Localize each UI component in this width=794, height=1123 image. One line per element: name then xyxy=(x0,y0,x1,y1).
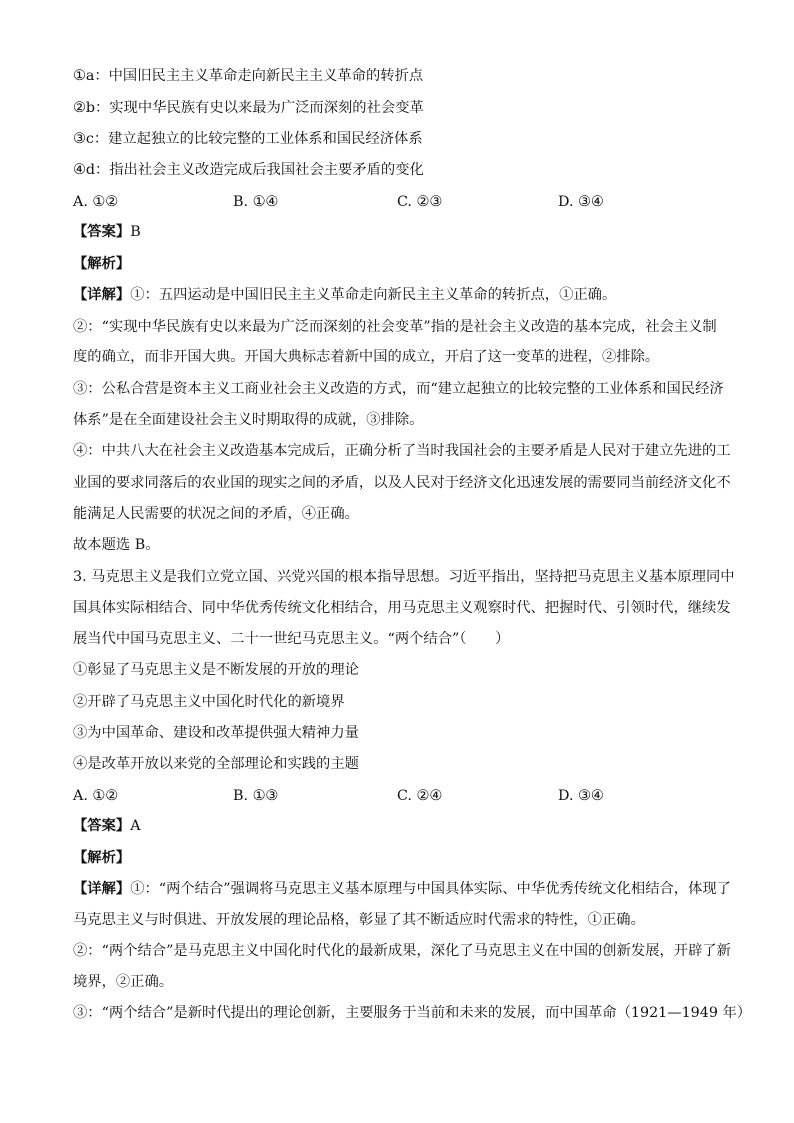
detail-tag: 【详解】 xyxy=(73,287,131,303)
detail-text: ①：“两个结合”强调将马克思主义基本原理与中国具体实际、中华优秀传统文化相结合，体现了 xyxy=(130,881,731,897)
q3-analysis-heading xyxy=(73,848,130,868)
q3-item-1: ①彰显了马克思主义是不断发展的开放的理论 xyxy=(73,662,359,678)
q2-conclusion: 故本题选 B。 xyxy=(73,537,160,553)
q2-item-2: ②b：实现中华民族有史以来最为广泛而深刻的社会变革 xyxy=(73,100,424,116)
q2-detail-line-4: ③：公私合营是资本主义工商业社会主义改造的方式，而“建立起独立的比较完整的工业体系和国民经济 xyxy=(73,381,724,397)
q3-stem-line-1: 3. 马克思主义是我们立党立国、兴党兴国的根本指导思想。习近平指出，坚持把马克思主义基本原理同中 xyxy=(73,569,735,585)
q2-option-c: C. ②③ xyxy=(397,194,443,210)
q2-answer xyxy=(73,222,141,242)
q2-option-b: B. ①④ xyxy=(233,194,279,210)
q2-item-4: ④d：指出社会主义改造完成后我国社会主要矛盾的变化 xyxy=(73,162,424,178)
q3-stem-line-3: 展当代中国马克思主义、二十一世纪马克思主义。“两个结合”（ ） xyxy=(73,631,510,647)
q2-item-3: ③c：建立起独立的比较完整的工业体系和国民经济体系 xyxy=(73,131,423,147)
q2-detail-line-1 xyxy=(73,285,616,305)
q2-detail-line-6: ④：中共八大在社会主义改造基本完成后，正确分析了当时我国社会的主要矛盾是人民对于建立先进的工 xyxy=(73,443,731,459)
q3-item-2: ②开辟了马克思主义中国化时代化的新境界 xyxy=(73,694,345,710)
q2-detail-line-5: 体系”是在全面建设社会主义时期取得的成就，③排除。 xyxy=(73,412,424,428)
answer-value: A xyxy=(130,818,141,834)
q3-detail-line-3: ②：“两个结合”是马克思主义中国化时代化的最新成果，深化了马克思主义在中国的创新发展，开辟了新 xyxy=(73,943,731,959)
q2-option-d: D. ③④ xyxy=(558,194,604,210)
q2-option-a: A. ①② xyxy=(73,194,119,210)
q3-item-4: ④是改革开放以来党的全部理论和实践的主题 xyxy=(73,756,359,772)
answer-tag: 【答案】 xyxy=(73,224,131,240)
q2-detail-line-7: 业国的要求同落后的农业国的现实之间的矛盾，以及人民对于经济文化迅速发展的需要同当前经济文化不 xyxy=(73,475,731,491)
answer-tag: 【答案】 xyxy=(73,818,131,834)
q3-item-3: ③为中国革命、建设和改革提供强大精神力量 xyxy=(73,725,359,741)
q3-detail-line-2: 马克思主义与时俱进、开放发展的理论品格，彰显了其不断适应时代需求的特性，①正确。 xyxy=(73,912,645,928)
q2-item-1: ①a：中国旧民主主义革命走向新民主主义革命的转折点 xyxy=(73,68,424,84)
q3-option-a: A. ①② xyxy=(73,788,119,804)
q3-detail-line-5: ③：“两个结合”是新时代提出的理论创新，主要服务于当前和未来的发展，而中国革命（1921—1949 年） xyxy=(73,1005,752,1021)
q3-option-b: B. ①③ xyxy=(233,788,279,804)
detail-text: ①：五四运动是中国旧民主主义革命走向新民主主义革命的转折点，①正确。 xyxy=(130,287,617,303)
detail-tag: 【详解】 xyxy=(73,881,131,897)
q2-detail-line-8: 能满足人民需要的状况之间的矛盾，④正确。 xyxy=(73,506,359,522)
q3-detail-line-1 xyxy=(73,879,731,899)
q2-analysis-heading xyxy=(73,254,130,274)
q3-detail-line-4: 境界，②正确。 xyxy=(73,974,174,990)
q3-option-d: D. ③④ xyxy=(558,788,604,804)
answer-value: B xyxy=(130,224,141,240)
q3-answer xyxy=(73,816,141,836)
analysis-tag: 【解析】 xyxy=(73,256,131,272)
analysis-tag: 【解析】 xyxy=(73,850,131,866)
q2-detail-line-2: ②：“实现中华民族有史以来最为广泛而深刻的社会变革”指的是社会主义改造的基本完成，社会主义制 xyxy=(73,319,717,335)
q2-detail-line-3: 度的确立，而非开国大典。开国大典标志着新中国的成立，开启了这一变革的进程，②排除。 xyxy=(73,349,660,365)
q3-option-c: C. ②④ xyxy=(397,788,443,804)
q3-stem-line-2: 国具体实际相结合、同中华优秀传统文化相结合，用马克思主义观察时代、把握时代、引领时代，继续发 xyxy=(73,600,731,616)
